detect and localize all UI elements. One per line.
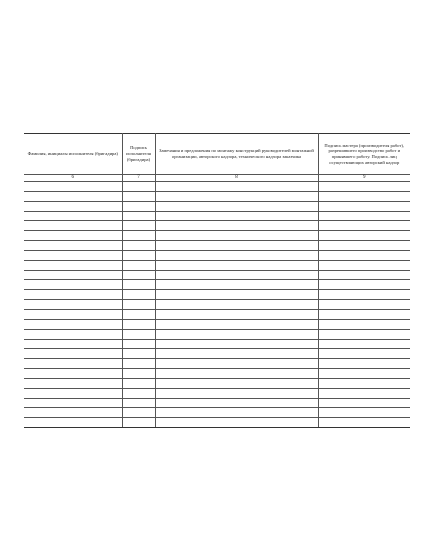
table-cell <box>155 241 318 251</box>
table-cell <box>318 388 410 398</box>
table-cell <box>122 349 155 359</box>
table-cell <box>318 300 410 310</box>
table-cell <box>155 270 318 280</box>
table-cell <box>155 359 318 369</box>
table-cell <box>155 280 318 290</box>
table-cell <box>122 359 155 369</box>
table-cell <box>155 182 318 192</box>
table-cell <box>155 319 318 329</box>
table-cell <box>122 408 155 418</box>
table-cell <box>122 250 155 260</box>
table-cell <box>318 418 410 428</box>
table-cell <box>24 339 122 349</box>
column-number: 7 <box>122 175 155 182</box>
journal-body <box>24 182 410 428</box>
table-cell <box>24 290 122 300</box>
table-cell <box>155 300 318 310</box>
table-row <box>24 211 410 221</box>
header-row <box>24 134 410 175</box>
table-cell <box>122 290 155 300</box>
journal-table <box>24 133 410 428</box>
table-cell <box>155 408 318 418</box>
header-remarks: Замечания и предложения по монтажу конструкций руководителей монтажной организации, авторского надзора, технического надзора заказчика <box>155 134 318 175</box>
table-cell <box>318 349 410 359</box>
table-cell <box>24 241 122 251</box>
table-cell <box>155 260 318 270</box>
table-cell <box>155 191 318 201</box>
table-cell <box>318 290 410 300</box>
table-cell <box>122 191 155 201</box>
table-cell <box>24 280 122 290</box>
table-row <box>24 309 410 319</box>
column-number: 6 <box>24 175 122 182</box>
table-cell <box>24 201 122 211</box>
table-cell <box>318 241 410 251</box>
table-cell <box>155 231 318 241</box>
table-row <box>24 329 410 339</box>
column-number-row <box>24 175 410 182</box>
table-row <box>24 191 410 201</box>
table-cell <box>24 182 122 192</box>
table-cell <box>155 329 318 339</box>
table-cell <box>24 369 122 379</box>
table-cell <box>318 319 410 329</box>
table-row <box>24 418 410 428</box>
table-cell <box>318 378 410 388</box>
table-cell <box>122 388 155 398</box>
table-cell <box>122 270 155 280</box>
table-cell <box>24 408 122 418</box>
table-cell <box>122 309 155 319</box>
table-cell <box>24 378 122 388</box>
table-cell <box>24 221 122 231</box>
table-row <box>24 339 410 349</box>
table-cell <box>155 378 318 388</box>
table-cell <box>155 418 318 428</box>
table-cell <box>318 329 410 339</box>
table-row <box>24 231 410 241</box>
table-row <box>24 378 410 388</box>
table-cell <box>122 221 155 231</box>
table-cell <box>24 260 122 270</box>
table-row <box>24 349 410 359</box>
table-cell <box>122 231 155 241</box>
table-cell <box>318 339 410 349</box>
table-cell <box>122 329 155 339</box>
table-row <box>24 241 410 251</box>
table-cell <box>155 221 318 231</box>
table-cell <box>24 388 122 398</box>
table-cell <box>155 309 318 319</box>
table-cell <box>318 182 410 192</box>
table-cell <box>318 260 410 270</box>
table-cell <box>122 418 155 428</box>
table-row <box>24 260 410 270</box>
header-master-signature: Подпись мастера (производителя работ), разрешившего производство работ и принявшего работу. Подпись лиц осуществляющих авторский надзор <box>318 134 410 175</box>
table-row <box>24 300 410 310</box>
table-cell <box>155 290 318 300</box>
table-cell <box>318 398 410 408</box>
table-cell <box>122 369 155 379</box>
table-cell <box>24 329 122 339</box>
table-cell <box>122 398 155 408</box>
table-row <box>24 290 410 300</box>
table-cell <box>24 359 122 369</box>
table-cell <box>155 211 318 221</box>
column-number: 9 <box>318 175 410 182</box>
table-cell <box>24 418 122 428</box>
table-row <box>24 250 410 260</box>
table-row <box>24 359 410 369</box>
table-cell <box>24 319 122 329</box>
table-cell <box>318 280 410 290</box>
table-row <box>24 319 410 329</box>
table-cell <box>122 241 155 251</box>
table-row <box>24 270 410 280</box>
table-cell <box>318 359 410 369</box>
table-cell <box>155 369 318 379</box>
table-cell <box>155 388 318 398</box>
table-cell <box>318 408 410 418</box>
table-cell <box>318 231 410 241</box>
table-cell <box>122 280 155 290</box>
table-cell <box>155 349 318 359</box>
table-cell <box>24 250 122 260</box>
table-cell <box>24 398 122 408</box>
table-cell <box>24 270 122 280</box>
table-cell <box>122 378 155 388</box>
table-cell <box>155 201 318 211</box>
table-row <box>24 388 410 398</box>
table-cell <box>122 182 155 192</box>
table-row <box>24 398 410 408</box>
column-number: 8 <box>155 175 318 182</box>
table-cell <box>318 191 410 201</box>
table-cell <box>318 369 410 379</box>
table-cell <box>318 250 410 260</box>
table-cell <box>24 231 122 241</box>
table-cell <box>122 300 155 310</box>
table-cell <box>318 309 410 319</box>
table-cell <box>122 201 155 211</box>
table-cell <box>318 270 410 280</box>
table-cell <box>24 309 122 319</box>
table-row <box>24 369 410 379</box>
table-cell <box>155 339 318 349</box>
table-row <box>24 221 410 231</box>
table-row <box>24 182 410 192</box>
header-executor-name: Фамилия, инициалы исполнителя (бригадира) <box>24 134 122 175</box>
table-cell <box>155 250 318 260</box>
table-cell <box>318 221 410 231</box>
table-cell <box>122 211 155 221</box>
table-cell <box>318 201 410 211</box>
table-cell <box>122 260 155 270</box>
table-cell <box>122 339 155 349</box>
header-executor-signature: Подпись исполнителя (бригадира) <box>122 134 155 175</box>
table-row <box>24 280 410 290</box>
table-cell <box>24 300 122 310</box>
table-row <box>24 408 410 418</box>
table-cell <box>24 211 122 221</box>
table-cell <box>122 319 155 329</box>
table-cell <box>318 211 410 221</box>
table-row <box>24 201 410 211</box>
table-cell <box>24 191 122 201</box>
table-cell <box>24 349 122 359</box>
table-cell <box>155 398 318 408</box>
